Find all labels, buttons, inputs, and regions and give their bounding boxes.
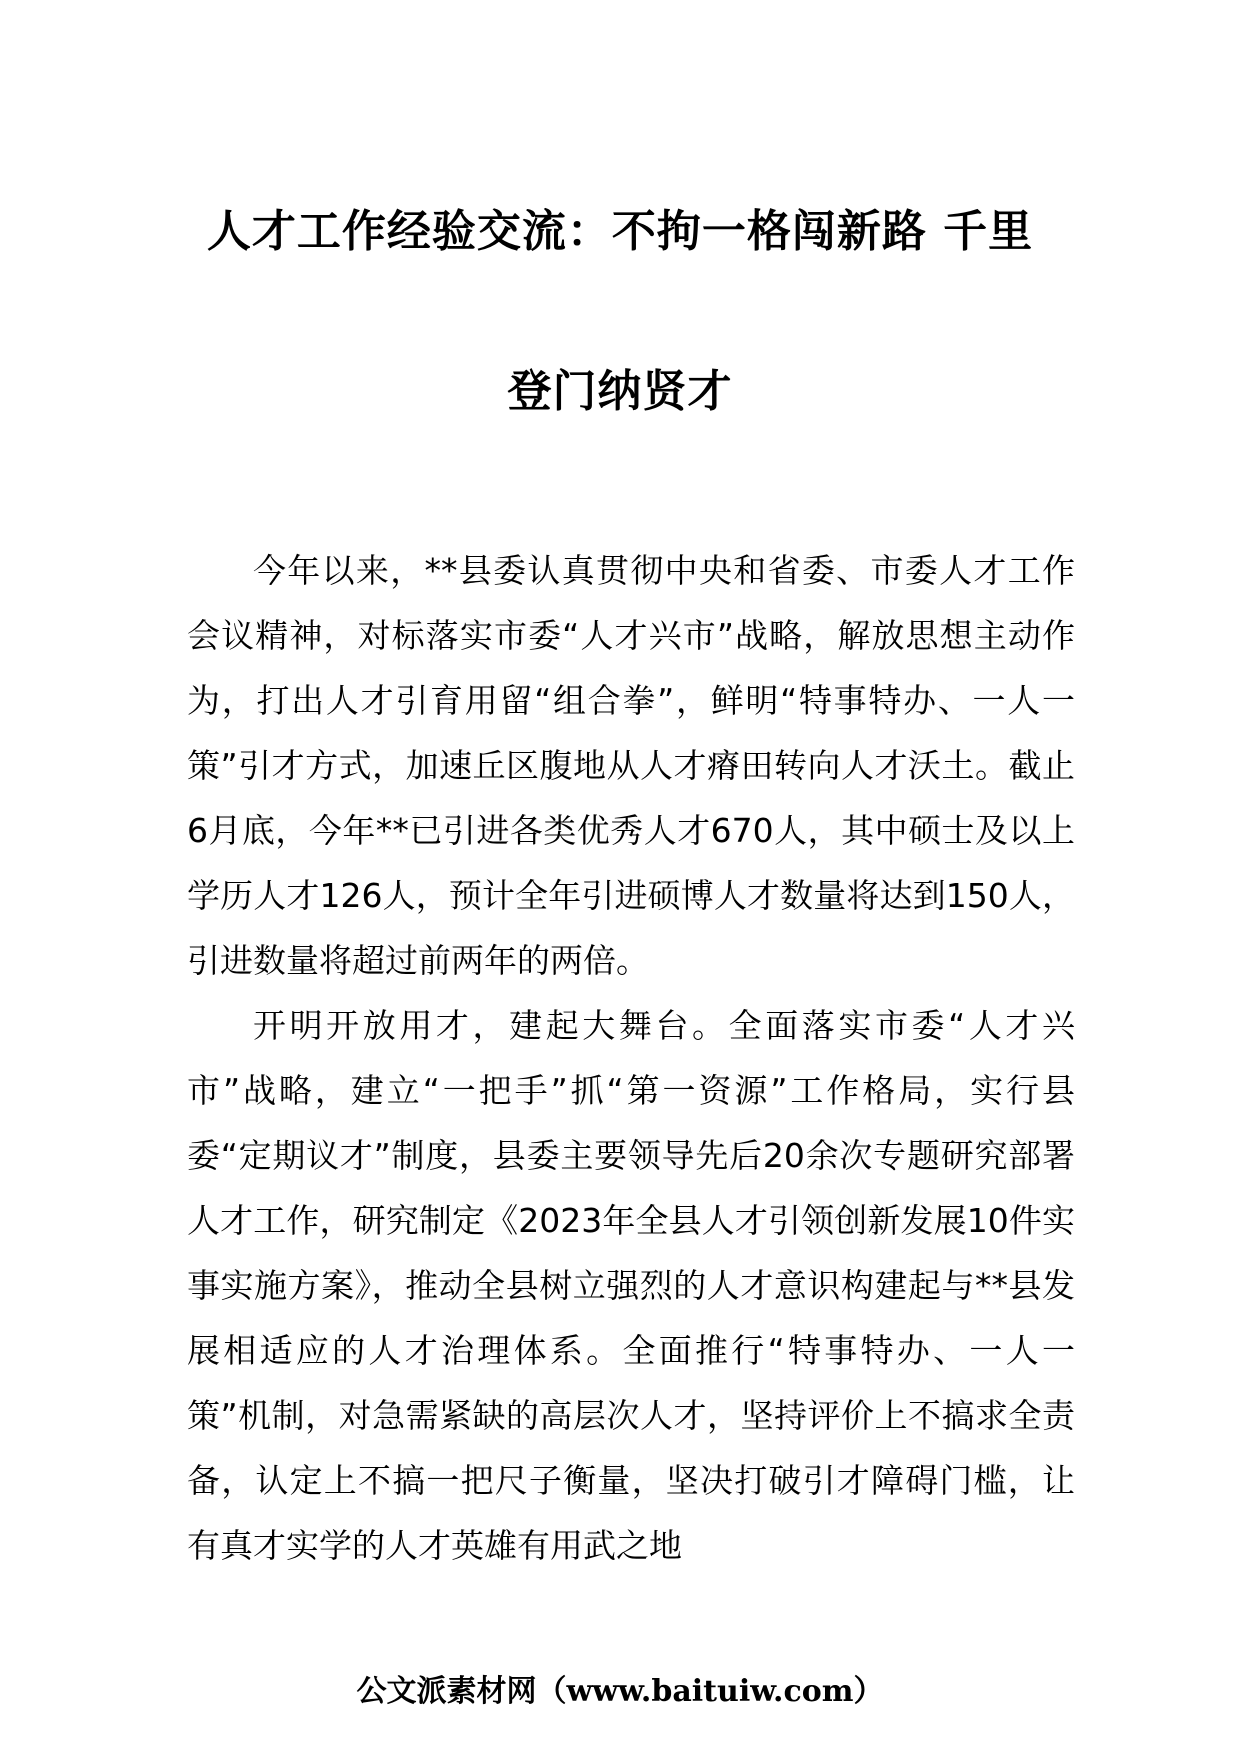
document-body [187, 538, 1075, 1578]
paragraph-open-talent: 开明开放用才，建起大舞台。全面落实市委“人才兴市”战略，建立“一把手”抓“第一资源”工作格局，实行县委“定期议才”制度，县委主要领导先后20余次专题研究部署人才工作，研究制定《2023年全县人才引领创新发展10件实事实施方案》，推动全县树立强烈的人才意识构建起与**县发展相适应的人才治理体系。全面推行“特事特办、一人一策”机制，对急需紧缺的高层次人才，坚持评价上不搞求全责备，认定上不搞一把尺子衡量，坚决打破引才障碍门槛，让有真才实学的人才英雄有用武之地 [187, 1006, 1075, 1565]
paragraph-intro: 今年以来，**县委认真贯彻中央和省委、市委人才工作会议精神，对标落实市委“人才兴市”战略，解放思想主动作为，打出人才引育用留“组合拳”，鲜明“特事特办、一人一策”引才方式，加速丘区腹地从人才瘠田转向人才沃土。截止6月底，今年**已引进各类优秀人才670人，其中硕士及以上学历人才126人，预计全年引进硕博人才数量将达到150人，引进数量将超过前两年的两倍。 [187, 551, 1075, 980]
document-title-line2: 登门纳贤才 [507, 366, 733, 417]
page-footer-watermark: 公文派素材网（www.baituiw.com） [356, 1674, 884, 1709]
document-title-line1: 人才工作经验交流：不拘一格闯新路 千里 [206, 206, 1034, 257]
